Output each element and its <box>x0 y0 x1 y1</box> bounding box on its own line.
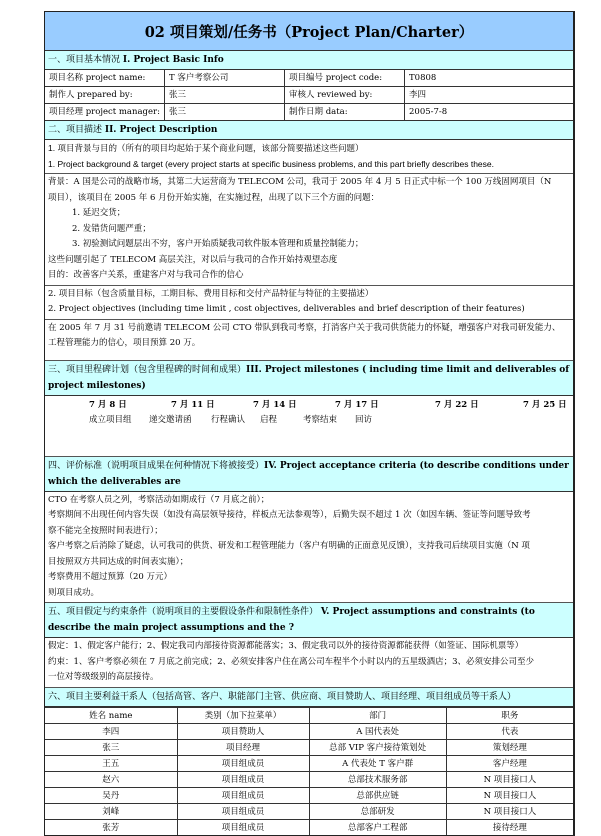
table-cell: 总部研发 <box>309 803 446 819</box>
acceptance-criteria <box>45 492 573 604</box>
background-question <box>45 140 573 174</box>
project-charter-document <box>44 11 575 836</box>
document-title: 02 项目策划/任务书（Project Plan/Charter） <box>45 12 573 51</box>
text-line: 项目），该项目在 2005 年 6 月份开始实施，在实施过程，出现了以下三个方面的问题： <box>48 192 380 203</box>
info-row <box>45 104 573 121</box>
table-cell: 项目组成员 <box>177 755 309 771</box>
table-cell: 张芳 <box>45 819 177 835</box>
info-value: 张三 <box>165 104 285 120</box>
criteria-line: 考察费用不超过预算（20 万元） <box>48 572 173 582</box>
table-cell: 代表 <box>446 723 573 739</box>
info-value: 李四 <box>409 90 427 100</box>
table-cell: 策划经理 <box>446 739 573 755</box>
table-cell: 客户经理 <box>446 755 573 771</box>
milestone-date: 7 月 22 日 <box>435 399 479 410</box>
info-value: 张三 <box>165 87 285 103</box>
section-title-en: V. Project assumptions and constraints (to describe the main project assumptions and the ? <box>48 607 535 633</box>
section-title-cn: 二、项目描述 <box>48 125 105 135</box>
text-line: 在 2005 年 7 月 31 号前邀请 TELECOM 公司 CTO 带队到我司考察，打消客户关于我司供货能力的怀疑，增强客户对我司研发能力、 <box>48 322 561 333</box>
table-cell: 张三 <box>45 739 177 755</box>
table-cell: 项目组成员 <box>177 819 309 835</box>
table-cell: 项目组成员 <box>177 787 309 803</box>
question-en: 2. Project objectives (including time limit , cost objectives, deliverables and brief description of their features) <box>48 304 525 314</box>
milestone-deliverable: 递交邀请函 <box>149 414 192 425</box>
table-row <box>45 787 573 803</box>
table-row <box>45 723 573 739</box>
question-en: 1. Project background & target (every project starts at specific business problems, and this part briefly describes these. <box>48 158 494 169</box>
section-title-cn: 一、项目基本情况 <box>48 55 123 65</box>
text-line: 目的：改善客户关系，重建客户对与我司合作的信心 <box>48 270 244 280</box>
table-cell: 吴丹 <box>45 787 177 803</box>
table-cell: 接待经理 <box>446 819 573 835</box>
criteria-line: 考察期间不出现任何内容失误（如没有高层领导接待，样板点无法参观等），后勤失误不超过 1 次（如因车辆、签证等问题导致考 <box>48 510 531 520</box>
milestone-date: 7 月 11 日 <box>171 399 215 410</box>
table-cell: N 项目接口人 <box>446 803 573 819</box>
assumption-line: 假定：1、假定客户能行；2、假定我司内部接待资源都能落实；3、假定我司以外的接待资源都能获得（如签证、国际机票等） <box>48 641 524 651</box>
column-header: 职务 <box>446 707 573 723</box>
table-cell: 王五 <box>45 755 177 771</box>
table-cell: 项目赞助人 <box>177 723 309 739</box>
table-cell: 总部供应链 <box>309 787 446 803</box>
assumption-line: 一位对等级级别的高层接待。 <box>48 672 159 682</box>
text-line: 这些问题引起了 TELECOM 高层关注，对以后与我司的合作开始持观望态度 <box>48 254 338 265</box>
table-cell: 项目组成员 <box>177 771 309 787</box>
milestone-deliverable: 启程 <box>260 414 278 425</box>
table-row <box>45 755 573 771</box>
criteria-line: 目按照双方共同达成的时间表实施）； <box>48 556 189 567</box>
info-label: 项目经理 project manager: <box>45 104 165 120</box>
table-row <box>45 819 573 835</box>
table-cell: 总部客户工程部 <box>309 819 446 835</box>
section-description-header <box>45 121 573 140</box>
table-cell: 赵六 <box>45 771 177 787</box>
criteria-line: CTO 在考察人员之列，考察活动如期成行（7 月底之前）； <box>48 494 270 505</box>
milestone-deliverable: 成立项目组 <box>89 414 132 425</box>
background-text <box>45 174 573 286</box>
milestone-date: 7 月 14 日 <box>253 399 297 410</box>
section-title-en: II. Project Description <box>104 125 218 135</box>
section-title-cn: 三、项目里程碑计划（包含里程碑的时间和成果） <box>48 364 247 375</box>
table-cell: 总部 VIP 客户接待策划处 <box>309 739 446 755</box>
table-row <box>45 771 573 787</box>
section-title-cn: 六、项目主要利益干系人（包括高管、客户、职能部门主管、供应商、项目赞助人、项目经理、项目组成员等干系人） <box>48 691 517 702</box>
info-label: 制作人 prepared by: <box>45 87 165 103</box>
table-cell: A 国代表处 <box>309 723 446 739</box>
table-cell: 项目组成员 <box>177 803 309 819</box>
table-header-row <box>45 707 573 723</box>
assumptions-constraints <box>45 638 573 688</box>
section-stakeholders-header <box>45 688 573 707</box>
text-line: 2. 发错货问题严重； <box>72 223 151 234</box>
section-basic-info-header <box>45 51 573 70</box>
assumption-line: 约束：1、客户考察必须在 7 月底之前完成；2、必须安排客户住在离公司车程半个小时以内的五星级酒店；3、必须安排公司至少 <box>48 656 535 667</box>
section-title-cn: 四、评价标准（说明项目成果在何种情况下将被接受） <box>48 460 265 471</box>
milestone-deliverable: 考察结束 <box>303 414 338 425</box>
milestones-block <box>45 396 573 457</box>
stakeholders-table <box>45 707 573 835</box>
milestone-date: 7 月 25 日 <box>523 399 567 410</box>
info-label: 制作日期 data: <box>285 104 405 120</box>
column-header: 类别（加下拉菜单） <box>177 707 309 723</box>
column-header: 部门 <box>309 707 446 723</box>
milestone-date: 7 月 17 日 <box>335 399 379 410</box>
info-value: T 客户考察公司 <box>165 70 285 86</box>
info-label: 项目编号 project code: <box>285 70 405 86</box>
table-cell: N 项目接口人 <box>446 787 573 803</box>
table-row <box>45 739 573 755</box>
text-line: 工程管理能力的信心，项目预算 20 万。 <box>48 338 201 348</box>
column-header: 姓名 name <box>45 707 177 723</box>
table-cell: A 代表处 T 客户群 <box>309 755 446 771</box>
section-acceptance-header <box>45 457 573 492</box>
table-cell: N 项目接口人 <box>446 771 573 787</box>
table-cell: 项目经理 <box>177 739 309 755</box>
objectives-question <box>45 286 573 320</box>
objectives-text <box>45 320 573 361</box>
milestone-date: 7 月 8 日 <box>89 399 127 410</box>
table-row <box>45 803 573 819</box>
milestone-deliverable: 回访 <box>355 414 373 425</box>
section-title-cn: 五、项目假定与约束条件（说明项目的主要假设条件和限制性条件） <box>48 607 321 617</box>
info-value: T0808 <box>409 73 437 83</box>
table-cell: 刘峰 <box>45 803 177 819</box>
section-title-en: III. Project milestones ( including time limit and deliverables of project milestones) <box>48 364 570 391</box>
section-assumptions-header <box>45 603 573 638</box>
text-line: 1. 延迟交货； <box>72 208 126 218</box>
info-row <box>45 87 573 104</box>
table-cell: 总部技术服务部 <box>309 771 446 787</box>
info-row <box>45 70 573 87</box>
text-line: 背景：A 国是公司的战略市场，其第二大运营商为 TELECOM 公司，我司于 2005 年 4 月 5 日正式中标一个 100 万线固网项目（N <box>48 177 552 187</box>
text-line: 3. 初验测试问题层出不穷，客户开始质疑我司软件版本管理和质量控制能力； <box>72 239 364 249</box>
criteria-line: 察不能完全按照时间表进行）； <box>48 525 163 536</box>
criteria-line: 则项目成功。 <box>48 587 100 598</box>
milestone-deliverable: 行程确认 <box>211 414 246 425</box>
info-label: 项目名称 project name: <box>45 70 165 86</box>
table-cell: 李四 <box>45 723 177 739</box>
section-title-en: IV. Project acceptance criteria (to describe conditions under which the deliverables are <box>48 460 569 487</box>
section-milestones-header <box>45 361 573 396</box>
section-title-en: I. Project Basic Info <box>122 55 224 65</box>
question-cn: 2. 项目目标（包含质量目标，工期目标、费用目标和交付产品特征与特征的主要描述） <box>48 288 374 299</box>
info-value: 2005-7-8 <box>409 107 448 117</box>
question-cn: 1. 项目背景与目的（所有的项目均起始于某个商业问题，该部分简要描述这些问题） <box>48 143 364 153</box>
criteria-line: 客户考察之后消除了疑虑，认可我司的供货、研发和工程管理能力（客户有明确的正面意见反馈），支持我司后续项目实施（N 项 <box>48 541 530 551</box>
info-label: 审核人 reviewed by: <box>285 87 405 103</box>
